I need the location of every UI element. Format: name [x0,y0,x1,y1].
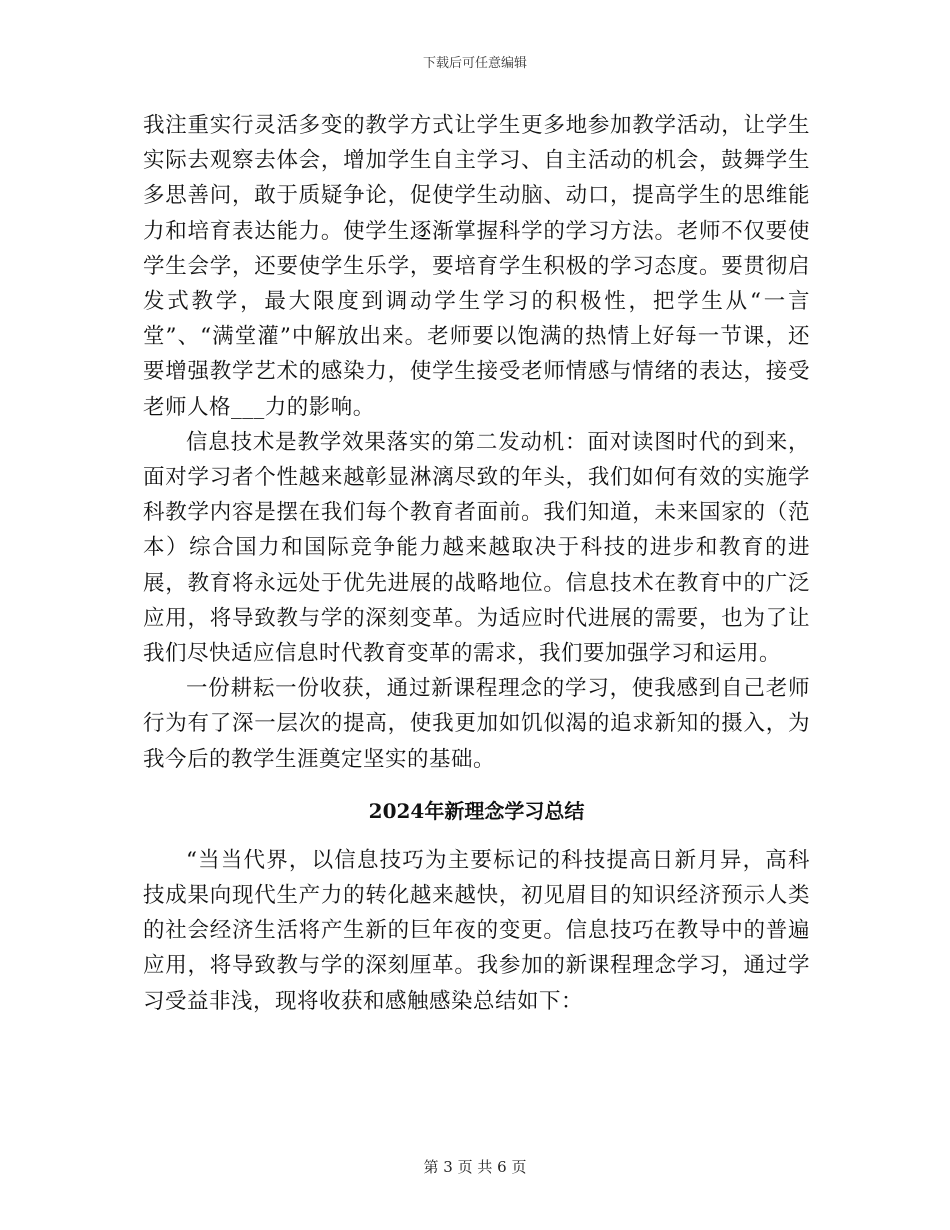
section-title: 2024年新理念学习总结 [368,798,585,823]
paragraph: 一份耕耘一份收获，通过新课程理念的学习，使我感到自己老师行为有了深一层次的提高，使我更加如饥似渴的追求新知的摄入，为我今后的教学生涯奠定坚实的基础。 [143,676,810,772]
paragraph: “当当代界，以信息技巧为主要标记的科技提高日新月异，高科技成果向现代生产力的转化越来越快，初见眉目的知识经济预示人类的社会经济生活将产生新的巨年夜的变更。信息技巧在教导中的普遍应用，将导致教与学的深刻厘革。我参加的新课程理念学习，通过学习受益非浅，现将收获和感触感染总结如下： [143,847,810,1014]
paragraph: 信息技术是教学效果落实的第二发动机：面对读图时代的到来，面对学习者个性越来越彰显淋漓尽致的年头，我们如何有效的实施学科教学内容是摆在我们每个教育者面前。我们知道，未来国家的（范本）综合国力和国际竞争能力越来越取决于科技的进步和教育的进展，教育将永远处于优先进展的战略地位。信息技术在教育中的广泛应用，将导致教与学的深刻变革。为适应时代进展的需要，也为了让我们尽快适应信息时代教育变革的需求，我们要加强学习和运用。 [143,429,810,667]
document-body [143,108,810,1019]
page-header: 下载后可任意编辑 [422,56,527,71]
page-footer: 第 3 页 共 6 页 [423,1158,527,1176]
paragraph: 我注重实行灵活多变的教学方式让学生更多地参加教学活动，让学生实际去观察去体会，增加学生自主学习、自主活动的机会，鼓舞学生多思善问，敢于质疑争论，促使学生动脑、动口，提高学生的思维能力和培育表达能力。使学生逐渐掌握科学的学习方法。老师不仅要使学生会学，还要使学生乐学，要培育学生积极的学习态度。要贯彻启发式教学，最大限度到调动学生学习的积极性，把学生从“一言堂”、“满堂灌”中解放出来。老师要以饱满的热情上好每一节课，还要增强教学艺术的感染力，使学生接受老师情感与情绪的表达，接受老师人格___力的影响。 [143,113,810,420]
